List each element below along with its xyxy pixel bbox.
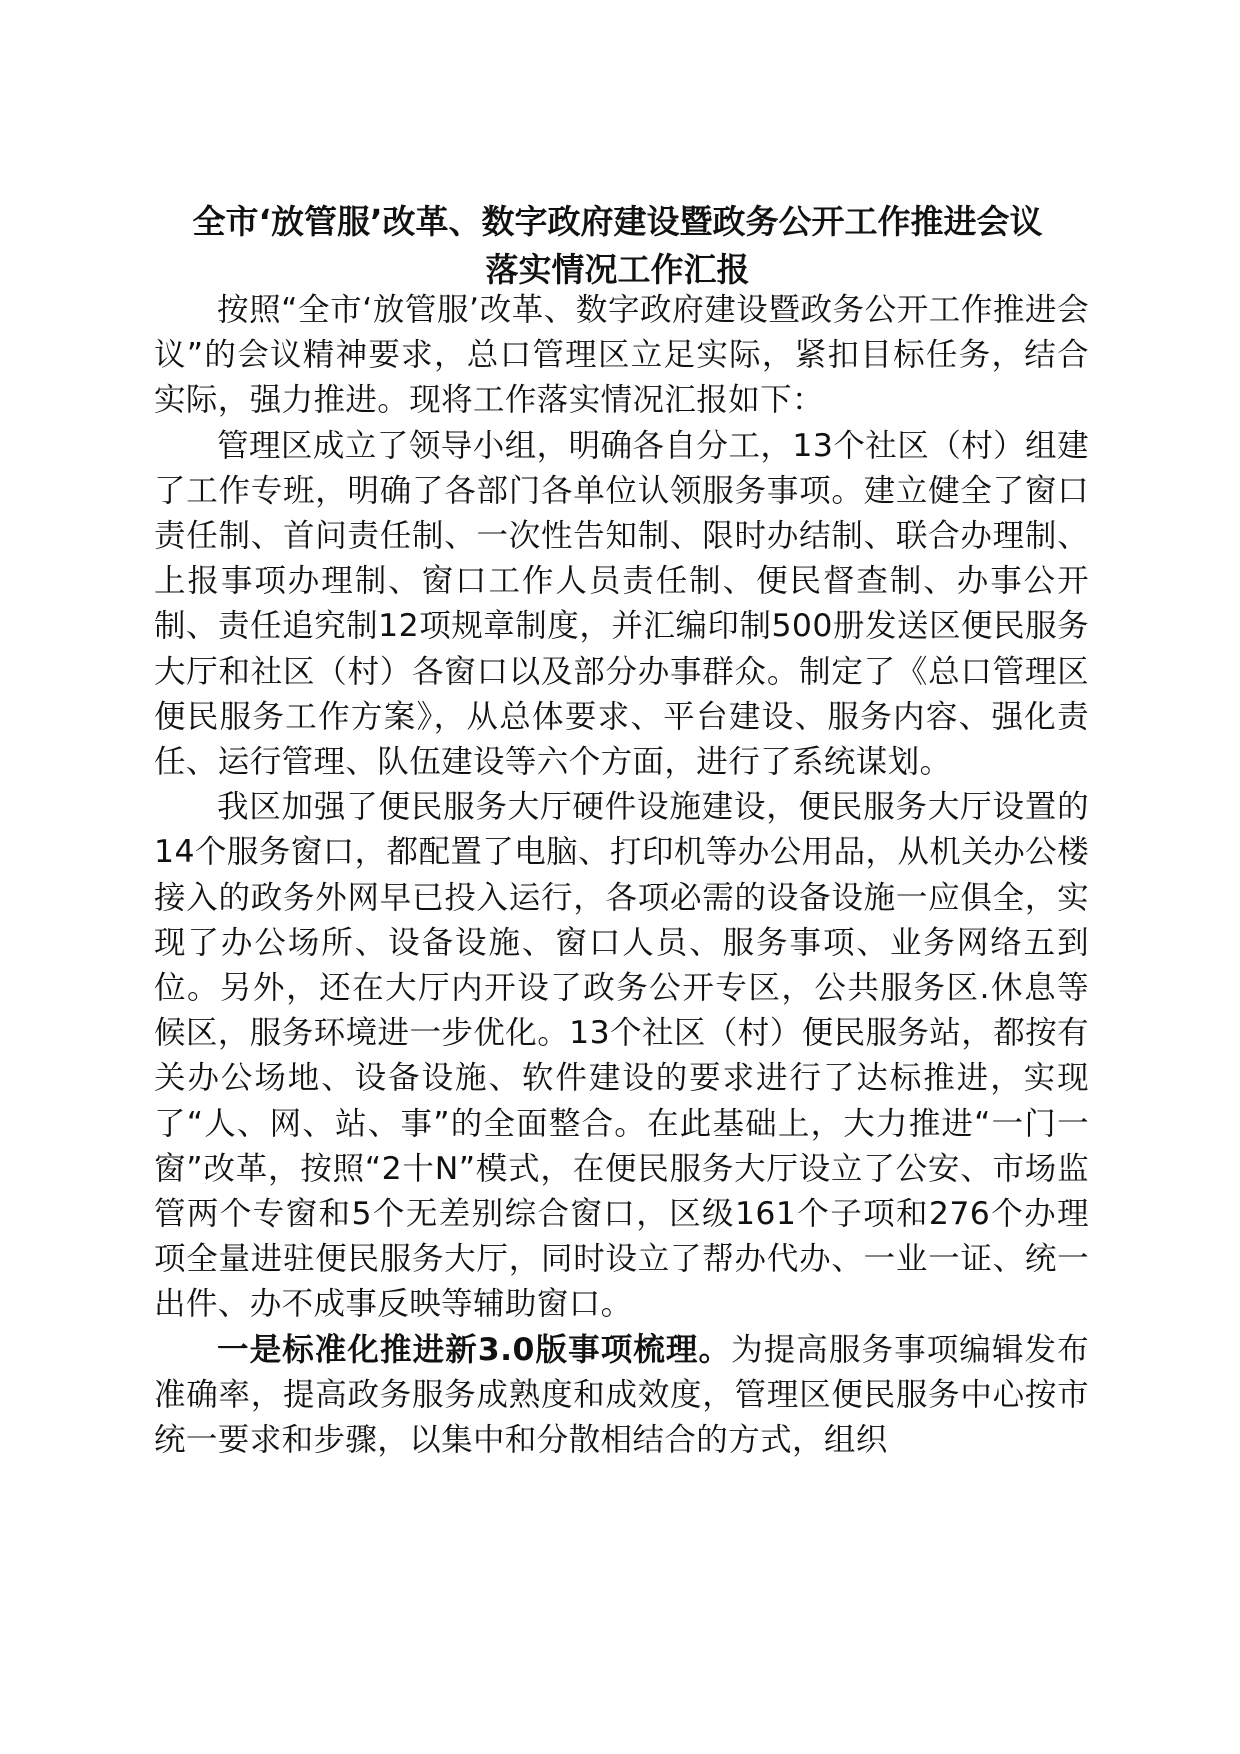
paragraph-intro: 按照“全市‘放管服’改革、数字政府建设暨政务公开工作推进会议”的会议精神要求，总口管理区立足实际，紧扣目标任务，结合实际，强力推进。现将工作落实情况汇报如下： — [154, 292, 1089, 419]
paragraph-standardization-text: 为提高服务事项编辑发布准确率，提高政务服务成熟度和成效度，管理区便民服务中心按市统一要求和步骤，以集中和分散相结合的方式，组织 — [154, 1331, 1089, 1459]
document-title — [150, 198, 1085, 294]
title-line-2: 落实情况工作汇报 — [485, 250, 750, 289]
paragraph-organization: 管理区成立了领导小组，明确各自分工，13个社区（村）组建了工作专班，明确了各部门各单位认领服务事项。建立健全了窗口责任制、首问责任制、一次性告知制、限时办结制、联合办理制、上报事项办理制、窗口工作人员责任制、便民督查制、办事公开制、责任追究制12项规章制度，并汇编印制500册发送区便民服务大厅和社区（村）各窗口以及部分办事群众。制定了《总口管理区便民服务工作方案》，从总体要求、平台建设、服务内容、强化责任、运行管理、队伍建设等六个方面，进行了系统谋划。 — [154, 427, 1089, 781]
document-body — [154, 288, 1089, 1463]
paragraph-facilities: 我区加强了便民服务大厅硬件设施建设，便民服务大厅设置的14个服务窗口，都配置了电脑、打印机等办公用品，从机关办公楼接入的政务外网早已投入运行，各项必需的设备设施一应俱全，实现了办公场所、设备设施、窗口人员、服务事项、业务网络五到位。另外，还在大厅内开设了政务公开专区，公共服务区.休息等候区，服务环境进一步优化。13个社区（村）便民服务站，都按有关办公场地、设备设施、软件建设的要求进行了达标推进，实现了“人、网、站、事”的全面整合。在此基础上，大力推进“一门一窗”改革，按照“2十N”模式，在便民服务大厅设立了公安、市场监管两个专窗和5个无差别综合窗口，区级161个子项和276个办理项全量进驻便民服务大厅，同时设立了帮办代办、一业一证、统一出件、办不成事反映等辅助窗口。 — [154, 789, 1089, 1323]
title-line-1: 全市‘放管服’改革、数字政府建设暨政务公开工作推进会议 — [192, 202, 1043, 241]
paragraph-standardization — [154, 1328, 1089, 1464]
paragraph-bold-lead: 一是标准化推进新3.0版事项梳理。 — [217, 1331, 732, 1368]
